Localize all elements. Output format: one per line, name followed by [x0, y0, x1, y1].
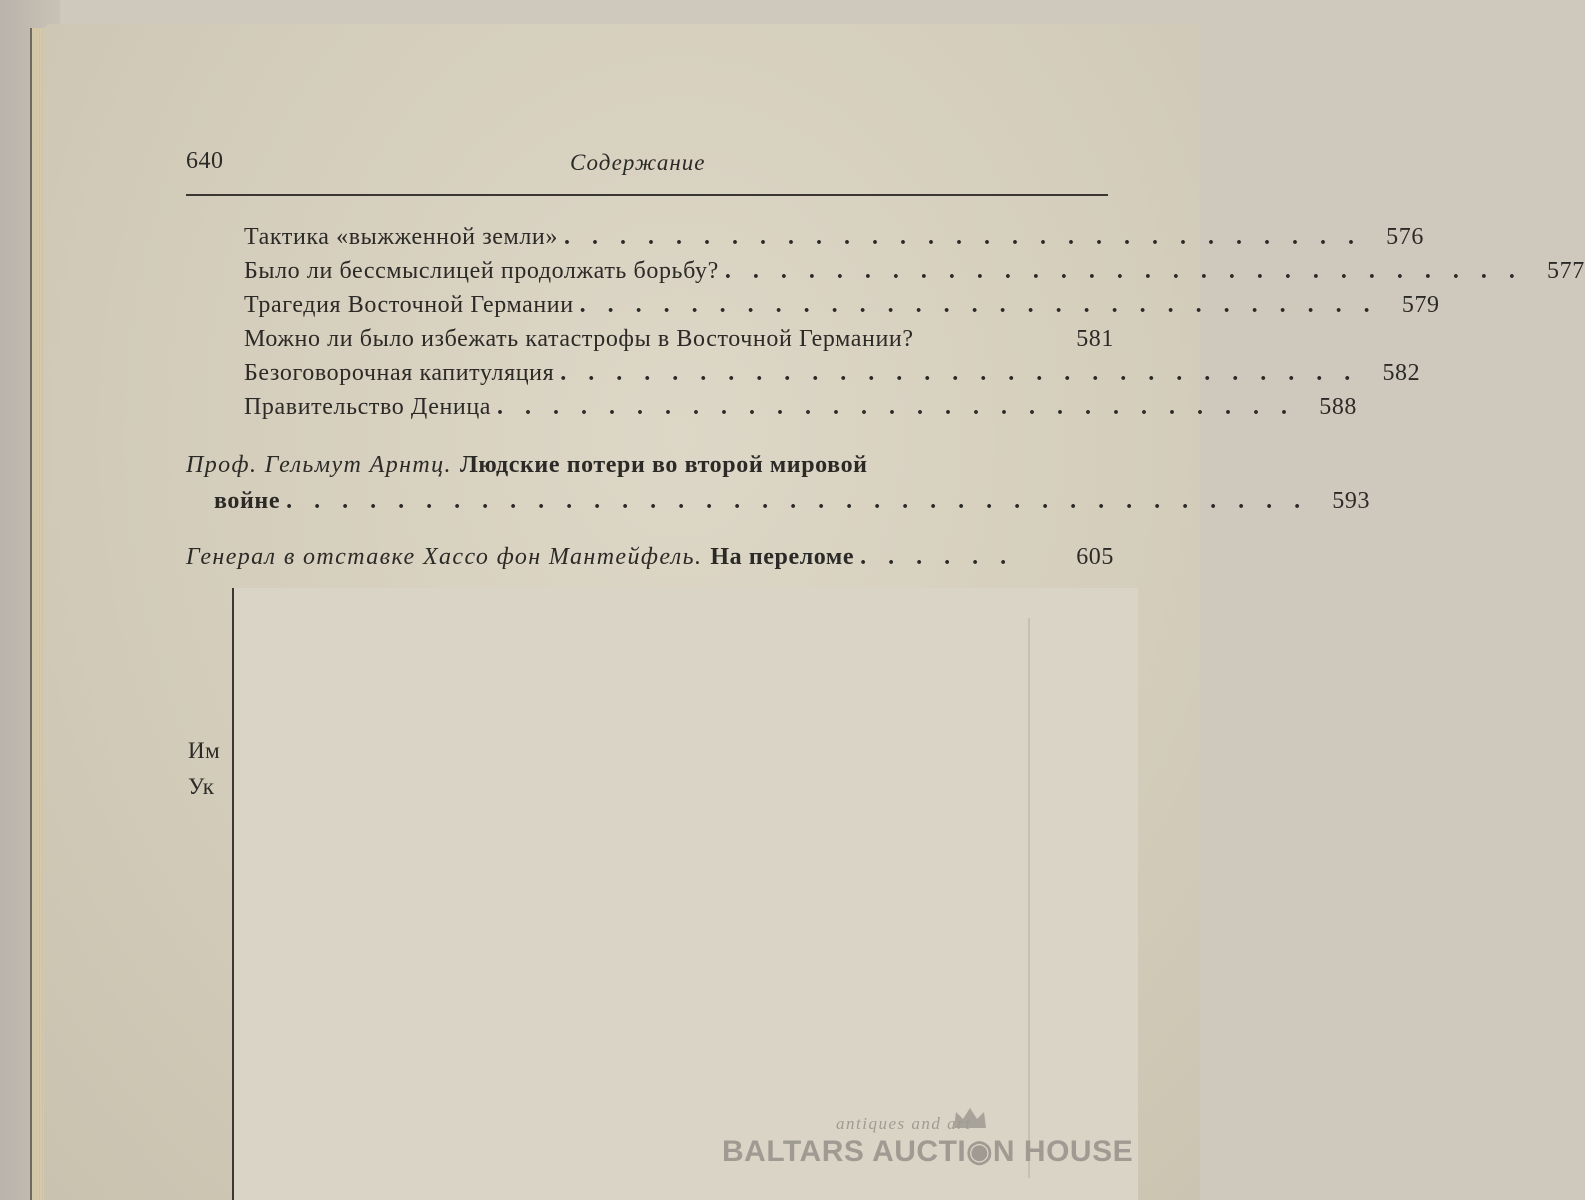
- toc-entry: [244, 292, 1440, 326]
- page-number: 640: [186, 148, 224, 174]
- toc-entry-page: 577: [1547, 258, 1585, 284]
- toc-entry-title: Было ли бессмыслицей продолжать борьбу?: [244, 258, 719, 284]
- toc-entry-title: Правительство Деница: [244, 394, 492, 420]
- toc-entry: [244, 224, 1424, 258]
- text-fragment: Им: [188, 738, 221, 763]
- toc-entry-arntz-line2: [214, 488, 1371, 522]
- toc-entry: [244, 326, 1114, 360]
- toc-entry-title-continued: войне: [214, 488, 281, 514]
- toc-entry-page: 581: [1076, 326, 1114, 352]
- toc-entry-title: Безоговорочная капитуляция: [244, 360, 555, 386]
- toc-entry-page: 576: [1386, 224, 1424, 250]
- toc-entry-title: Можно ли было избежать катастрофы в Восточной Германии?: [244, 326, 914, 352]
- leader-dots: . . . . . . . . . . . . . . . . . . . . . . . . . . . . . . . . . . . . .: [286, 488, 1309, 514]
- toc-entry-title: Трагедия Восточной Германии: [244, 292, 574, 318]
- paper-fold-line: [1028, 618, 1030, 1178]
- leader-dots: . . . . . . . . . . . . . . . . . . . . . . . . . . . . .: [724, 258, 1523, 284]
- watermark-subtitle: antiques and art: [836, 1114, 972, 1133]
- toc-entry-page: 582: [1382, 360, 1421, 386]
- toc-entry-author: Генерал в отставке Хассо фон Мантейфель.: [186, 544, 703, 570]
- text-fragment: Ук: [188, 774, 215, 799]
- toc-entry-arntz-line1: [186, 452, 1114, 486]
- toc-entry-page: 579: [1401, 292, 1440, 318]
- toc-entry-author: Проф. Гельмут Арнтц.: [186, 452, 452, 478]
- toc-entry-title: Тактика «выжженной земли»: [244, 224, 558, 250]
- toc-entry-page: 588: [1319, 394, 1358, 420]
- toc-entry: [244, 258, 1585, 292]
- toc-entry-manteuffel: [186, 544, 1114, 578]
- toc-entry-page: 593: [1332, 488, 1371, 514]
- running-title: Содержание: [570, 150, 706, 175]
- leader-dots: . . . . . . . . . . . . . . . . . . . . . . . . . . . . .: [563, 224, 1362, 250]
- toc-entry-page: 605: [1076, 544, 1114, 570]
- header-rule: [186, 194, 1108, 196]
- leader-dots: . . . . . .: [860, 544, 1015, 570]
- auction-house-watermark: [716, 1108, 1136, 1168]
- leader-dots: . . . . . . . . . . . . . . . . . . . . . . . . . . . . .: [579, 292, 1378, 318]
- page-header: [186, 148, 1108, 180]
- toc-entry: [244, 360, 1421, 394]
- toc-entry-title: На переломе: [710, 544, 855, 570]
- toc-entry: [244, 394, 1358, 428]
- watermark-name: BALTARS AUCTI◉N HOUSE: [722, 1135, 1134, 1168]
- leader-dots: . . . . . . . . . . . . . . . . . . . . . . . . . . . . .: [560, 360, 1359, 386]
- toc-entry-title: Людские потери во второй мировой: [459, 452, 868, 478]
- leader-dots: . . . . . . . . . . . . . . . . . . . . . . . . . . . . .: [497, 394, 1296, 420]
